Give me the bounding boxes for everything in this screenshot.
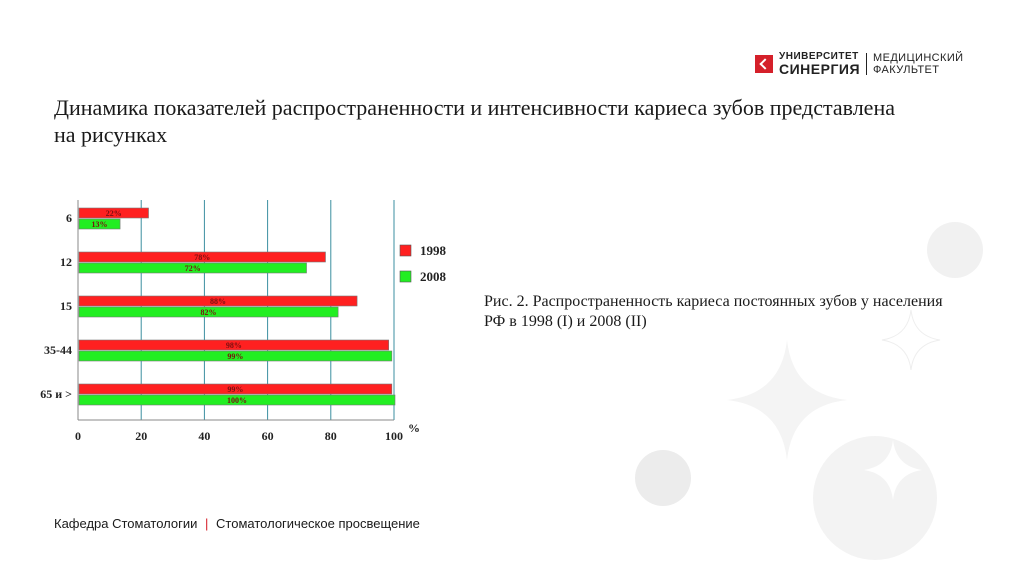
- footer-separator: |: [205, 516, 209, 531]
- y-category-label: 35-44: [44, 343, 72, 357]
- legend-label-2008: 2008: [420, 269, 446, 284]
- x-tick-label: 80: [324, 429, 337, 443]
- bar-value-label: 98%: [225, 341, 242, 350]
- bar-value-label: 88%: [210, 297, 227, 306]
- bar-value-label: 100%: [227, 396, 247, 405]
- bar-value-label: 13%: [91, 220, 108, 229]
- logo-mark-icon: [755, 55, 773, 73]
- x-tick-label: 100: [385, 429, 403, 443]
- y-category-label: 12: [60, 255, 72, 269]
- legend-label-1998: 1998: [420, 243, 446, 258]
- faculty-line-1: МЕДИЦИНСКИЙ: [873, 52, 964, 64]
- x-unit-label: %: [408, 421, 420, 435]
- university-name: [779, 52, 860, 76]
- footer: [54, 516, 420, 531]
- university-logo: [755, 52, 963, 76]
- faculty-line-2: ФАКУЛЬТЕТ: [873, 64, 940, 77]
- x-tick-label: 60: [261, 429, 274, 443]
- caries-prevalence-chart: [30, 190, 446, 445]
- legend-swatch-2008: [400, 271, 411, 282]
- bar-value-label: 78%: [194, 253, 211, 262]
- bar-value-label: 99%: [227, 385, 244, 394]
- bar-value-label: 82%: [200, 308, 217, 317]
- footer-section: Стоматологическое просвещение: [216, 516, 420, 531]
- slide-title: Динамика показателей распространенности и интенсивности кариеса зубов представлена на рисунках: [54, 95, 895, 147]
- bar-value-label: 72%: [184, 264, 201, 273]
- y-category-label: 6: [66, 211, 72, 225]
- x-tick-label: 20: [135, 429, 148, 443]
- university-line-2: СИНЕРГИЯ: [779, 61, 861, 78]
- y-category-label: 15: [60, 299, 72, 313]
- logo-divider: [866, 53, 867, 75]
- faculty-name: [873, 52, 963, 76]
- bar-value-label: 22%: [105, 209, 122, 218]
- bar-value-label: 99%: [227, 352, 244, 361]
- footer-department: Кафедра Стоматологии: [54, 516, 198, 531]
- y-category-label: 65 и >: [40, 387, 72, 401]
- university-line-1: УНИВЕРСИТЕТ: [779, 51, 859, 63]
- figure-caption: Рис. 2. Распространенность кариеса постоянных зубов у населения РФ в 1998 (I) и 2008 (II): [484, 293, 943, 330]
- x-tick-label: 0: [75, 429, 81, 443]
- legend-swatch-1998: [400, 245, 411, 256]
- x-tick-label: 40: [198, 429, 211, 443]
